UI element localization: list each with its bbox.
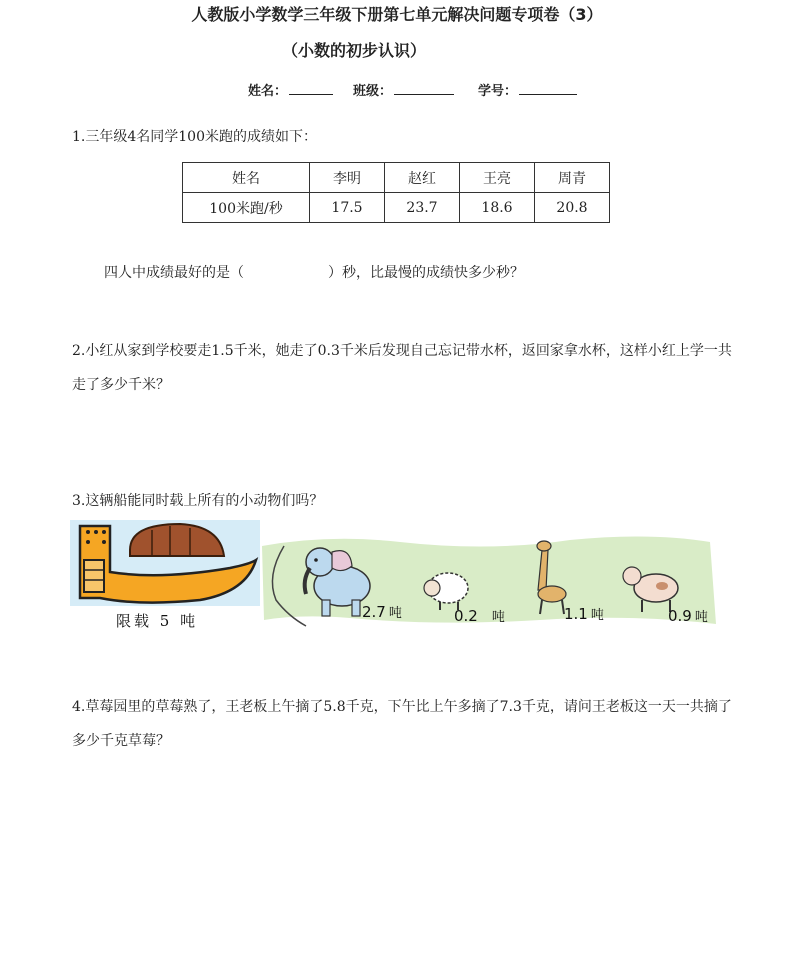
boat-animals-picture [70,516,720,632]
table-cell: 姓名 [183,163,310,193]
id-blank[interactable] [519,80,577,95]
question-4-text: 4.草莓园里的草莓熟了，王老板上午摘了5.8千克，下午比上午多摘了7.3千克，请问王老板这一天一共摘了多少千克草莓？ [72,699,732,749]
name-blank[interactable] [289,80,333,95]
cow-weight: 0.9 吨 [668,607,708,625]
page-title: 人教版小学数学三年级下册第七单元解决问题专项卷（3） [191,5,603,24]
table-cell: 23.7 [385,193,460,223]
table-cell: 赵红 [385,163,460,193]
followup-prefix: 四人中成绩最好的是（ [104,265,244,281]
question-3-text: 3.这辆船能同时载上所有的小动物们吗？ [72,493,324,509]
table-cell: 李明 [310,163,385,193]
sheep-weight: 0.2 吨 [454,607,505,625]
table-cell: 17.5 [310,193,385,223]
scores-table [182,162,610,223]
followup-suffix: ）秒，比最慢的成绩快多少秒？ [328,265,524,281]
table-row [183,193,610,223]
table-cell: 周青 [535,163,610,193]
student-info-line [248,80,597,99]
table-cell: 100米跑/秒 [183,193,310,223]
question-2-text: 2.小红从家到学校要走1.5千米，她走了0.3千米后发现自己忘记带水杯，返回家拿水杯，这样小红上学一共走了多少千米？ [72,343,732,393]
table-cell: 20.8 [535,193,610,223]
boat-limit-label: 限载 5 吨 [116,612,199,630]
question-1-text: 1.三年级4名同学100米跑的成绩如下： [72,129,317,145]
name-label: 姓名： [248,84,288,99]
giraffe-weight: 1.1 吨 [564,605,604,623]
elephant-weight: 2.7 吨 [362,603,402,621]
class-blank[interactable] [394,80,454,95]
id-label: 学号： [478,84,518,99]
question-1-followup [104,256,524,290]
table-header-row [183,163,610,193]
table-cell: 18.6 [460,193,535,223]
table-cell: 王亮 [460,163,535,193]
class-label: 班级： [353,84,393,99]
page-subtitle: （小数的初步认识） [282,41,427,60]
